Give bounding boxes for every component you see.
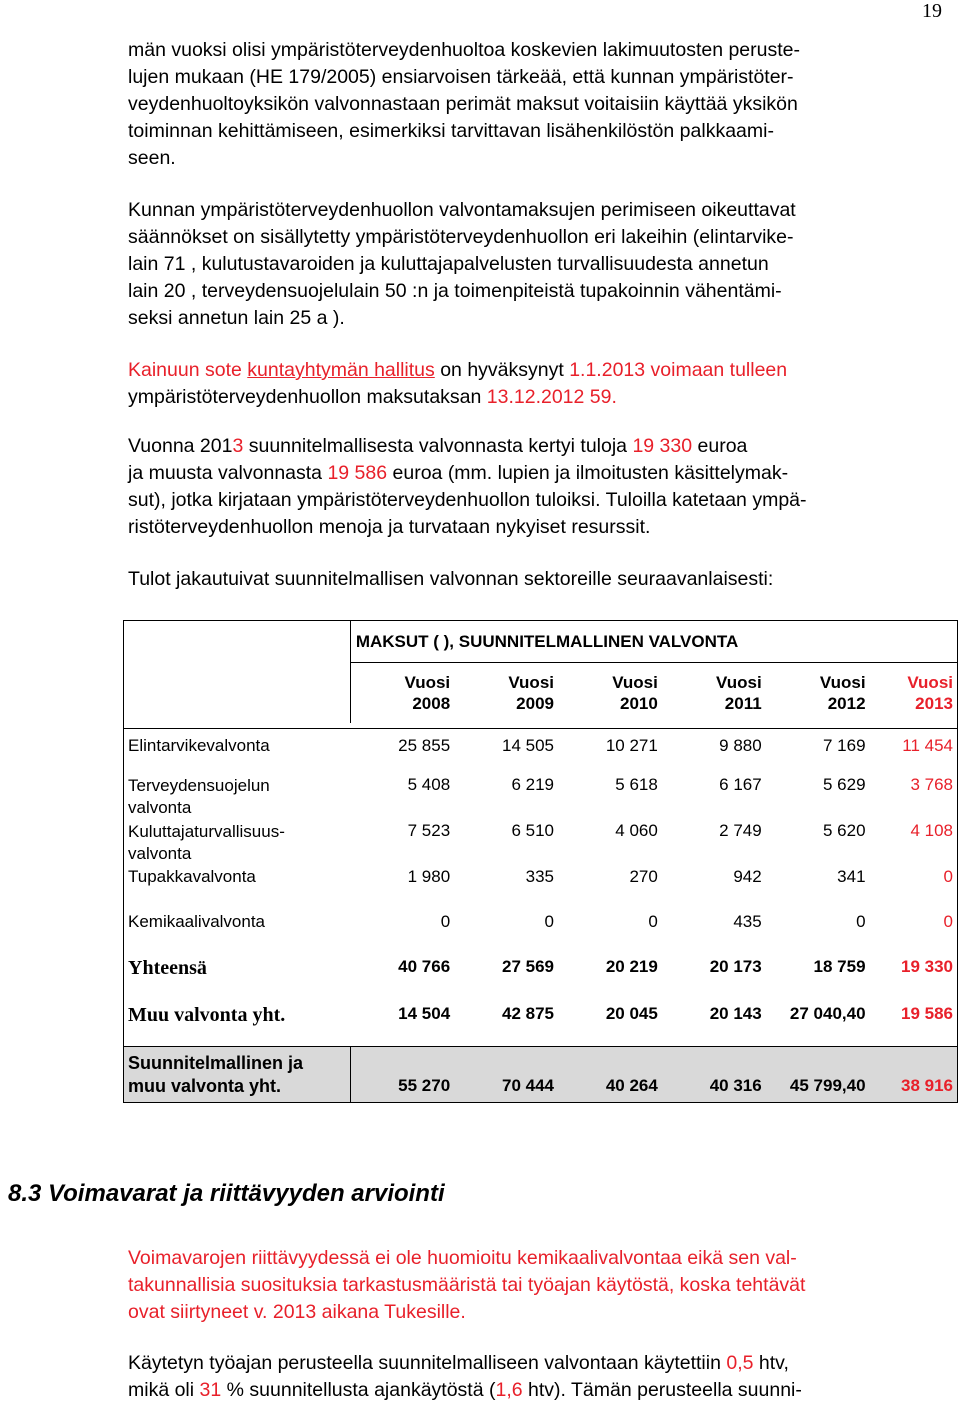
cell-value: 25 855 [398,736,451,755]
year-label: Vuosi [404,672,451,692]
red-text: 19 586 [327,462,388,484]
red-text: Kainuun sote [128,359,248,381]
row-label: Kuluttajaturvallisuus- valvonta [124,821,351,867]
text: % suunnitellusta ajankäytöstä ( [221,1379,496,1401]
cell-value: 5 629 [823,774,866,794]
cell-value: 6 167 [719,774,762,794]
cell-value: 3 768 [870,775,958,821]
year-label: Vuosi [819,672,866,692]
cell-value: 20 219 [605,956,658,976]
text: htv). Tämän perusteella suunni- [522,1379,802,1401]
cell-value: 270 [629,866,658,886]
red-text: 13.12.2012 59. [486,386,617,408]
text: Käytetyn työajan perusteella suunnitelmalliseen valvontaan käytettiin [128,1352,727,1374]
year-value: 2010 [620,693,658,713]
cell-value: 5 618 [615,774,658,794]
cell-value: 6 219 [511,774,554,794]
paragraph-saannokset [128,197,928,332]
text-line [128,384,928,411]
text: euroa (mm. lupien ja ilmoitusten käsittelymak- [387,462,789,484]
text-line: toiminnan kehittämiseen, esimerkiksi tarvittavan lisähenkilöstön palkkaami- [128,120,774,142]
table-row [124,912,958,957]
cell-value: 19 330 [870,957,958,1004]
year-value: 2009 [516,693,554,713]
year-value: 2013 [915,693,953,713]
cell-value: 4 108 [870,821,958,867]
cell-value: 0 [648,911,658,931]
text-line: Kunnan ympäristöterveydenhuollon valvontamaksujen perimiseen oikeuttavat [128,199,796,221]
red-text: 0,5 [726,1352,754,1374]
cell-value: 27 569 [502,956,554,976]
cell-value: 2 749 [719,820,762,840]
cell-value: 20 045 [605,1003,658,1023]
fees-table [123,620,958,1103]
year-header [454,663,558,723]
red-text: 31 [199,1379,222,1401]
table-row [124,821,958,867]
row-label: Kemikaalivalvonta [124,912,351,957]
red-underlined-text: kuntayhtymän hallitus [247,359,435,381]
text-line [128,1350,928,1377]
table-row [124,775,958,821]
paragraph-tulot [128,433,928,541]
year-label: Vuosi [612,672,658,692]
table-header-row [124,663,958,723]
text: htv, [753,1352,789,1374]
cell-value: 42 875 [502,1003,554,1023]
year-label: Vuosi [508,672,554,692]
text-line: ovat siirtyneet v. 2013 aikana Tukesille. [128,1301,466,1323]
text-line [128,357,928,384]
cell-value: 55 270 [350,1047,454,1103]
text: Vuonna 201 [128,435,233,457]
text-line: takunnallisia suosituksia tarkastusmääristä tai työajan käytöstä, koska tehtävät [128,1274,806,1296]
paragraph-voimavarat [128,1245,928,1326]
section-heading: 8.3 Voimavarat ja riittävyyden arviointi [8,1180,445,1207]
text: on hyväksynyt [434,359,570,381]
text-line [128,1377,928,1404]
red-text: 1.1.2013 voimaan tulleen [569,359,788,381]
cell-value: 9 880 [719,736,762,755]
red-text: 1,6 [495,1379,523,1401]
text-line: ristöterveydenhuollon menoja ja turvataan nykyiset resurssit. [128,516,651,538]
text-line: seksi annetun lain 25 a ). [128,307,345,329]
cell-value: 335 [525,866,554,886]
cell-value: 27 040,40 [789,1003,866,1023]
year-value: 2012 [827,693,866,713]
red-text: 3 [232,435,244,457]
text-line: seen. [128,147,176,169]
table-row-total [124,957,958,1004]
cell-value: 0 [544,911,554,931]
cell-value: 45 799,40 [766,1047,870,1103]
cell-value: 14 505 [502,736,554,755]
cell-value: 14 504 [398,1003,451,1023]
row-label: Yhteensä [124,957,351,1004]
cell-value: 70 444 [454,1047,558,1103]
year-label: Vuosi [907,672,953,692]
text: mikä oli [128,1379,200,1401]
text: euroa [692,435,748,457]
cell-value: 0 [870,912,958,957]
paragraph-tyoaika [128,1350,928,1404]
year-value: 2011 [724,693,762,713]
text-line: lujen mukaan (HE 179/2005) ensiarvoisen tärkeää, että kunnan ympäristöter- [128,66,794,88]
cell-value: 435 [733,911,762,931]
text-line: lain 71 , kulutustavaroiden ja kuluttajapalvelusten turvallisuudesta annetun [128,253,769,275]
cell-value: 11 454 [870,729,958,775]
text: ja muusta valvonnasta [128,462,328,484]
cell-value: 7 169 [823,736,866,755]
table-row [124,729,958,775]
text-line: säännökset on sisällytetty ympäristöterveydenhuollon eri lakeihin (elintarvike- [128,226,794,248]
cell-value: 40 264 [558,1047,662,1103]
text: ympäristöterveydenhuollon maksutaksan [128,386,487,408]
cell-value: 18 759 [813,956,866,976]
year-value: 2008 [412,693,451,713]
cell-value: 5 408 [407,774,451,794]
cell-value: 0 [870,867,958,912]
text-line: lain 20 , terveydensuojelulain 50 :n ja toimenpiteistä tupakoinnin vähentämi- [128,280,782,302]
year-header [350,663,454,723]
text-line: Voimavarojen riittävyydessä ei ole huomioitu kemikaalivalvontaa eikä sen val- [128,1247,797,1269]
row-label: Muu valvonta yht. [124,1004,351,1047]
cell-value: 6 510 [511,820,554,840]
cell-value: 1 980 [407,866,451,886]
cell-value: 942 [733,866,762,886]
row-label: Tupakkavalvonta [124,867,351,912]
cell-value: 20 173 [709,956,762,976]
table-row [124,867,958,912]
cell-value: 7 523 [407,820,451,840]
cell-value: 5 620 [823,820,866,840]
cell-value: 20 143 [709,1003,762,1023]
paragraph-maksut-kaytto [128,37,928,172]
cell-value: 40 766 [398,956,451,976]
paragraph-maksutaksa [128,357,928,411]
cell-value: 38 916 [870,1047,958,1103]
cell-value: 19 586 [870,1004,958,1047]
cell-value: 0 [856,911,866,931]
year-header [558,663,662,723]
text-line: sut), jotka kirjataan ympäristöterveydenhuollon tuloiksi. Tuloilla katetaan ympä- [128,489,807,511]
year-label: Vuosi [716,672,762,692]
year-header [766,663,870,723]
page-number: 19 [922,0,942,22]
cell-value: 4 060 [615,820,658,840]
table-row-grand-total [124,1047,958,1103]
year-header [662,663,766,723]
cell-value: 40 316 [662,1047,766,1103]
text-line [128,460,928,487]
text-line: Tulot jakautuivat suunnitelmallisen valvonnan sektoreille seuraavanlaisesti: [128,568,774,590]
table-title-row [124,621,958,663]
text-line [128,433,928,460]
cell-value: 341 [837,866,866,886]
row-label: Suunnitelmallinen ja muu valvonta yht. [124,1047,351,1103]
red-text: 19 330 [632,435,693,457]
table-row-other [124,1004,958,1047]
table-title: MAKSUT ( ), SUUNNITELMALLINEN VALVONTA [350,621,957,663]
row-label: Elintarvikevalvonta [124,729,351,775]
row-label: Terveydensuojelun valvonta [124,775,351,821]
text-line: veydenhuoltoyksikön valvonnastaan perimät maksut voitaisiin käyttää yksikön [128,93,798,115]
paragraph-table-intro [128,566,928,593]
year-header [870,663,958,723]
text: suunnitelmallisesta valvonnasta kertyi tuloja [243,435,633,457]
text-line: män vuoksi olisi ympäristöterveydenhuoltoa koskevien lakimuutosten peruste- [128,39,800,61]
cell-value: 10 271 [605,736,658,755]
cell-value: 0 [440,911,451,931]
